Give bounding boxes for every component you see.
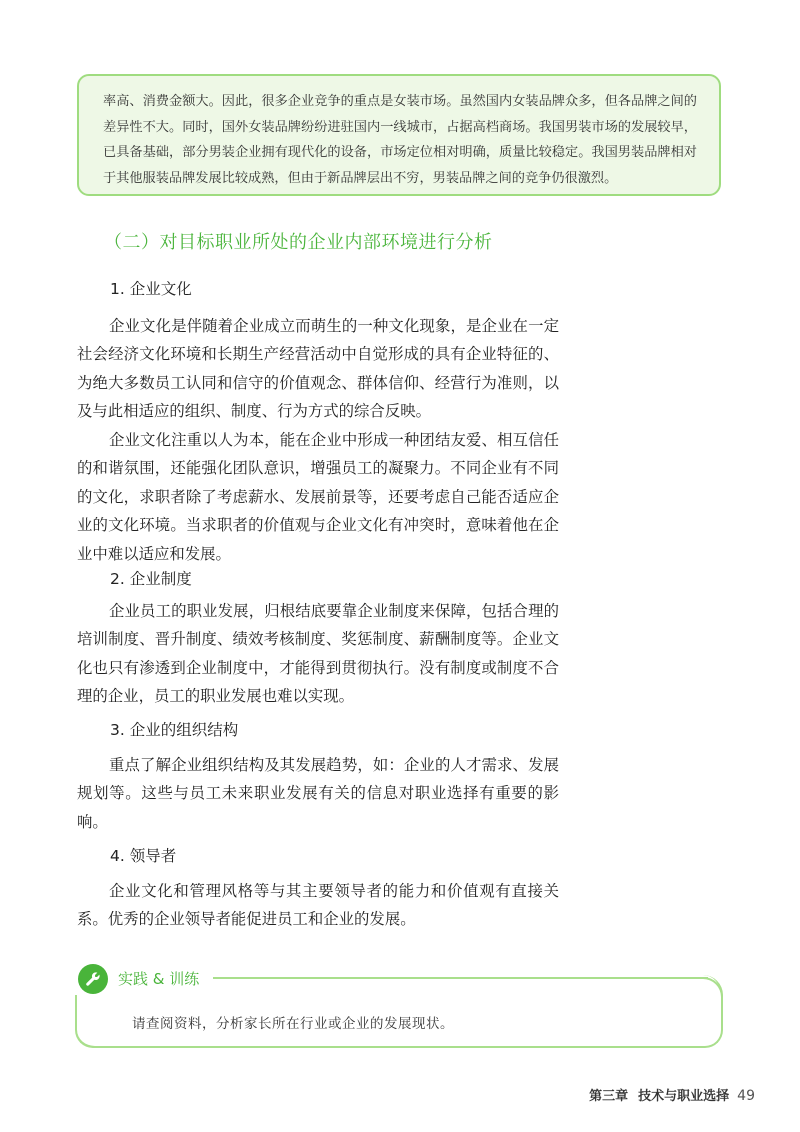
footer-chapter-title: 技术与职业选择: [638, 1089, 730, 1104]
subsection-heading-structure: 3. 企业的组织结构: [110, 721, 239, 739]
info-box-text: 率高、消费金额大。因此，很多企业竞争的重点是女装市场。虽然国内女装品牌众多，但各品牌之间的差异性不大。同时，国外女装品牌纷纷进驻国内一线城市，占据高档商场。我国男装市场的发展较早，已具备基础，部分男装企业拥有现代化的设备，市场定位相对明确，质量比较稳定。我国男装品牌相对于其他服装品牌发展比较成熟，但由于新品牌层出不穷，男装品牌之间的竞争仍很激烈。: [103, 94, 697, 186]
subsection-heading-culture: 1. 企业文化: [110, 280, 192, 298]
paragraph-structure-1: 重点了解企业组织结构及其发展趋势，如：企业的人才需求、发展规划等。这些与员工未来职业发展有关的信息对职业选择有重要的影响。: [77, 756, 559, 831]
practice-title: 实践 & 训练: [118, 970, 200, 988]
section-heading: （二）对目标职业所处的企业内部环境进行分析: [104, 232, 493, 253]
footer-chapter: 第三章: [589, 1089, 629, 1104]
info-box: [77, 74, 721, 196]
wrench-icon: [78, 964, 108, 994]
paragraph-leader-1: 企业文化和管理风格等与其主要领导者的能力和价值观有直接关系。优秀的企业领导者能促进员工和企业的发展。: [77, 882, 559, 929]
page-footer: [589, 1085, 755, 1104]
practice-box-left-edge: [75, 995, 95, 1048]
page-number: 49: [737, 1088, 755, 1104]
paragraph-culture-2: 企业文化注重以人为本，能在企业中形成一种团结友爱、相互信任的和谐氛围，还能强化团队意识，增强员工的凝聚力。不同企业有不同的文化，求职者除了考虑薪水、发展前景等，还要考虑自己能否适应企业的文化环境。当求职者的价值观与企业文化有冲突时，意味着他在企业中难以适应和发展。: [77, 431, 559, 563]
paragraph-culture-1: 企业文化是伴随着企业成立而萌生的一种文化现象，是企业在一定社会经济文化环境和长期生产经营活动中自觉形成的具有企业特征的、为绝大多数员工认同和信守的价值观念、群体信仰、经营行为准则，以及与此相适应的组织、制度、行为方式的综合反映。: [77, 317, 559, 421]
practice-text: 请查阅资料，分析家长所在行业或企业的发展现状。: [132, 1016, 454, 1032]
subsection-heading-leader: 4. 领导者: [110, 847, 177, 865]
paragraph-system-1: 企业员工的职业发展，归根结底要靠企业制度来保障，包括合理的培训制度、晋升制度、绩效考核制度、奖惩制度、薪酬制度等。企业文化也只有渗透到企业制度中，才能得到贯彻执行。没有制度或制度不合理的企业，员工的职业发展也难以实现。: [77, 602, 559, 706]
subsection-heading-system: 2. 企业制度: [110, 570, 192, 588]
